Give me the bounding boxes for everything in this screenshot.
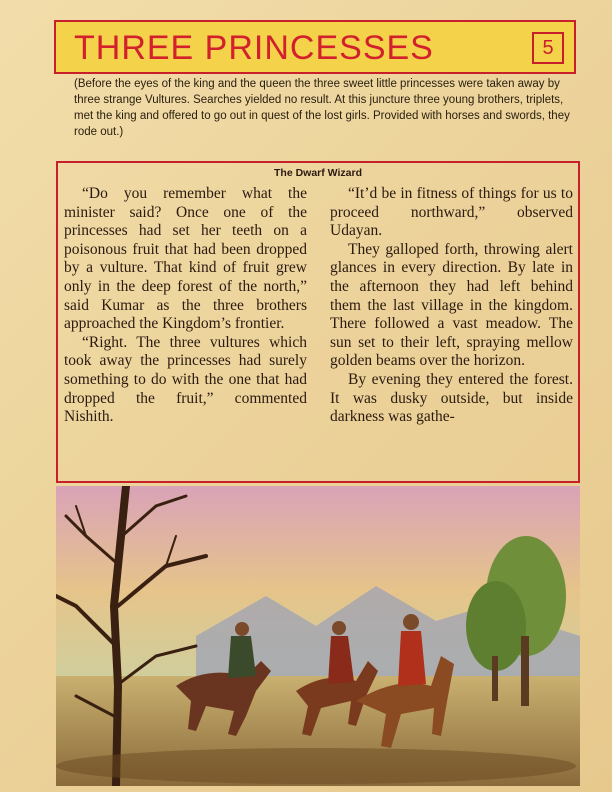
story-summary: (Before the eyes of the king and the queen the three sweet little princesses were taken away by three strange Vultures. Searches yielded no result. At this juncture three young brothers, triplets, met the king and offered to go out in quest of the lost girls. Provided with horses and swords, they rode out.) — [74, 78, 570, 138]
story-text-box — [56, 161, 580, 483]
illustration-riders-in-forest — [56, 486, 580, 786]
paragraph: “It’d be in fitness of things for us to proceed northward,” observed Udayan. — [330, 185, 573, 240]
paragraph: By evening they entered the forest. It was dusky outside, but inside darkness was gathe- — [330, 370, 573, 426]
right-text-column — [330, 185, 573, 427]
foreground-shadow — [56, 748, 576, 784]
title-banner — [54, 20, 576, 74]
left-text-column — [64, 185, 307, 427]
riders-painting — [56, 486, 580, 786]
paragraph: They galloped forth, throwing alert glances in every direction. By late in the afternoon they had left behind them the last village in the kingdom. There followed a vast meadow. The sun set to their left, spraying mellow golden beams over the horizon. — [330, 240, 573, 370]
paragraph: “Do you remember what the minister said? Once one of the princesses had set her teeth on a poisonous fruit that had been dropped by a vulture. That kind of fruit grew only in the deep forest of the north,” said Kumar as the three brothers approached the Kingdom’s frontier. — [64, 185, 307, 333]
page-title: THREE PRINCESSES — [74, 29, 434, 67]
paragraph: “Right. The three vultures which took away the princesses had surely something to do with the one that had dropped the fruit,” commented Nishith. — [64, 333, 307, 426]
page-number-box: 5 — [532, 32, 564, 64]
chapter-heading: The Dwarf Wizard — [274, 167, 362, 179]
